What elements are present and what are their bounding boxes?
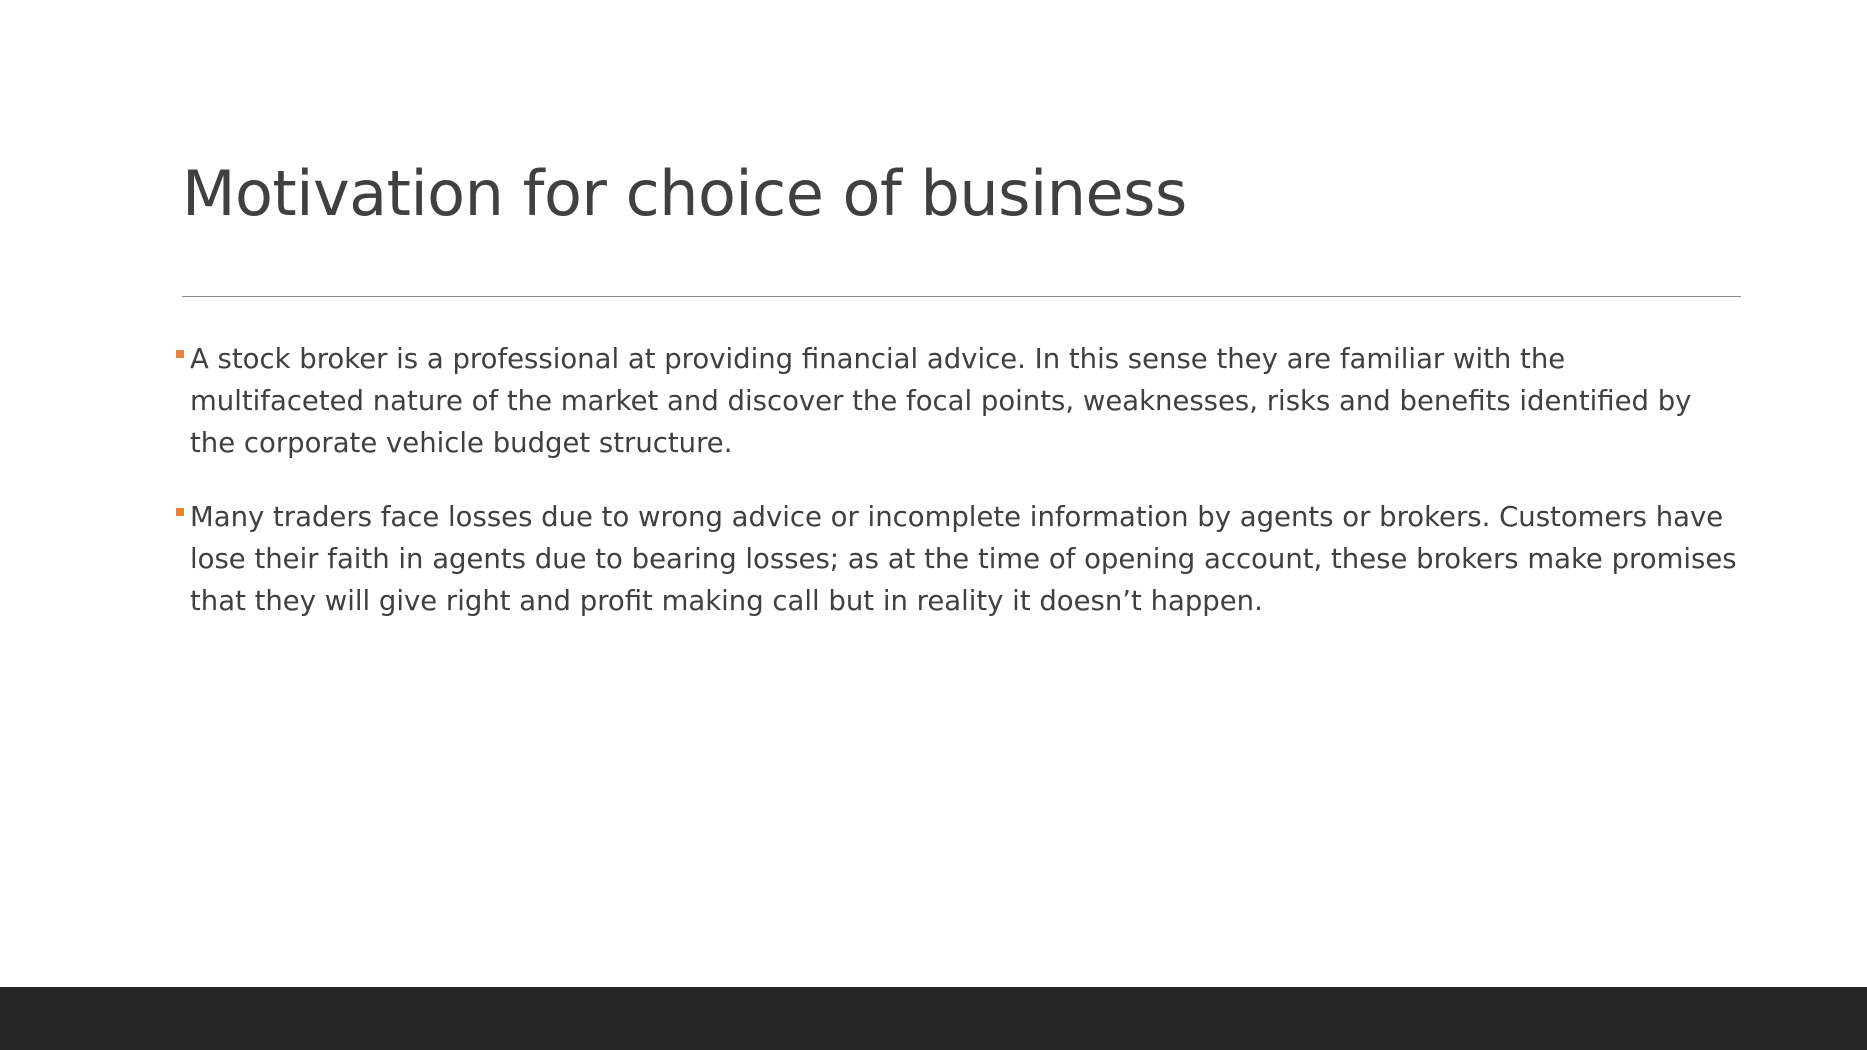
square-bullet-icon: [176, 350, 184, 358]
page-title: Motivation for choice of business: [182, 157, 1187, 230]
title-divider: [182, 296, 1741, 297]
list-item: [176, 338, 1744, 464]
footer-bar: [0, 987, 1867, 1050]
square-bullet-icon: [176, 508, 184, 516]
list-item-text: A stock broker is a professional at providing financial advice. In this sense they are familiar with the multifaceted nature of the market and discover the focal points, weaknesses, risks and benefits identified by the corporate vehicle budget structure.: [190, 343, 1692, 460]
body-content: [176, 338, 1744, 622]
list-item: [176, 496, 1744, 622]
list-item-text: Many traders face losses due to wrong advice or incomplete information by agents or brokers. Customers have lose their faith in agents due to bearing losses; as at the time of opening account, these brokers make promises that they will give right and profit making call but in reality it doesn’t happen.: [190, 501, 1737, 618]
